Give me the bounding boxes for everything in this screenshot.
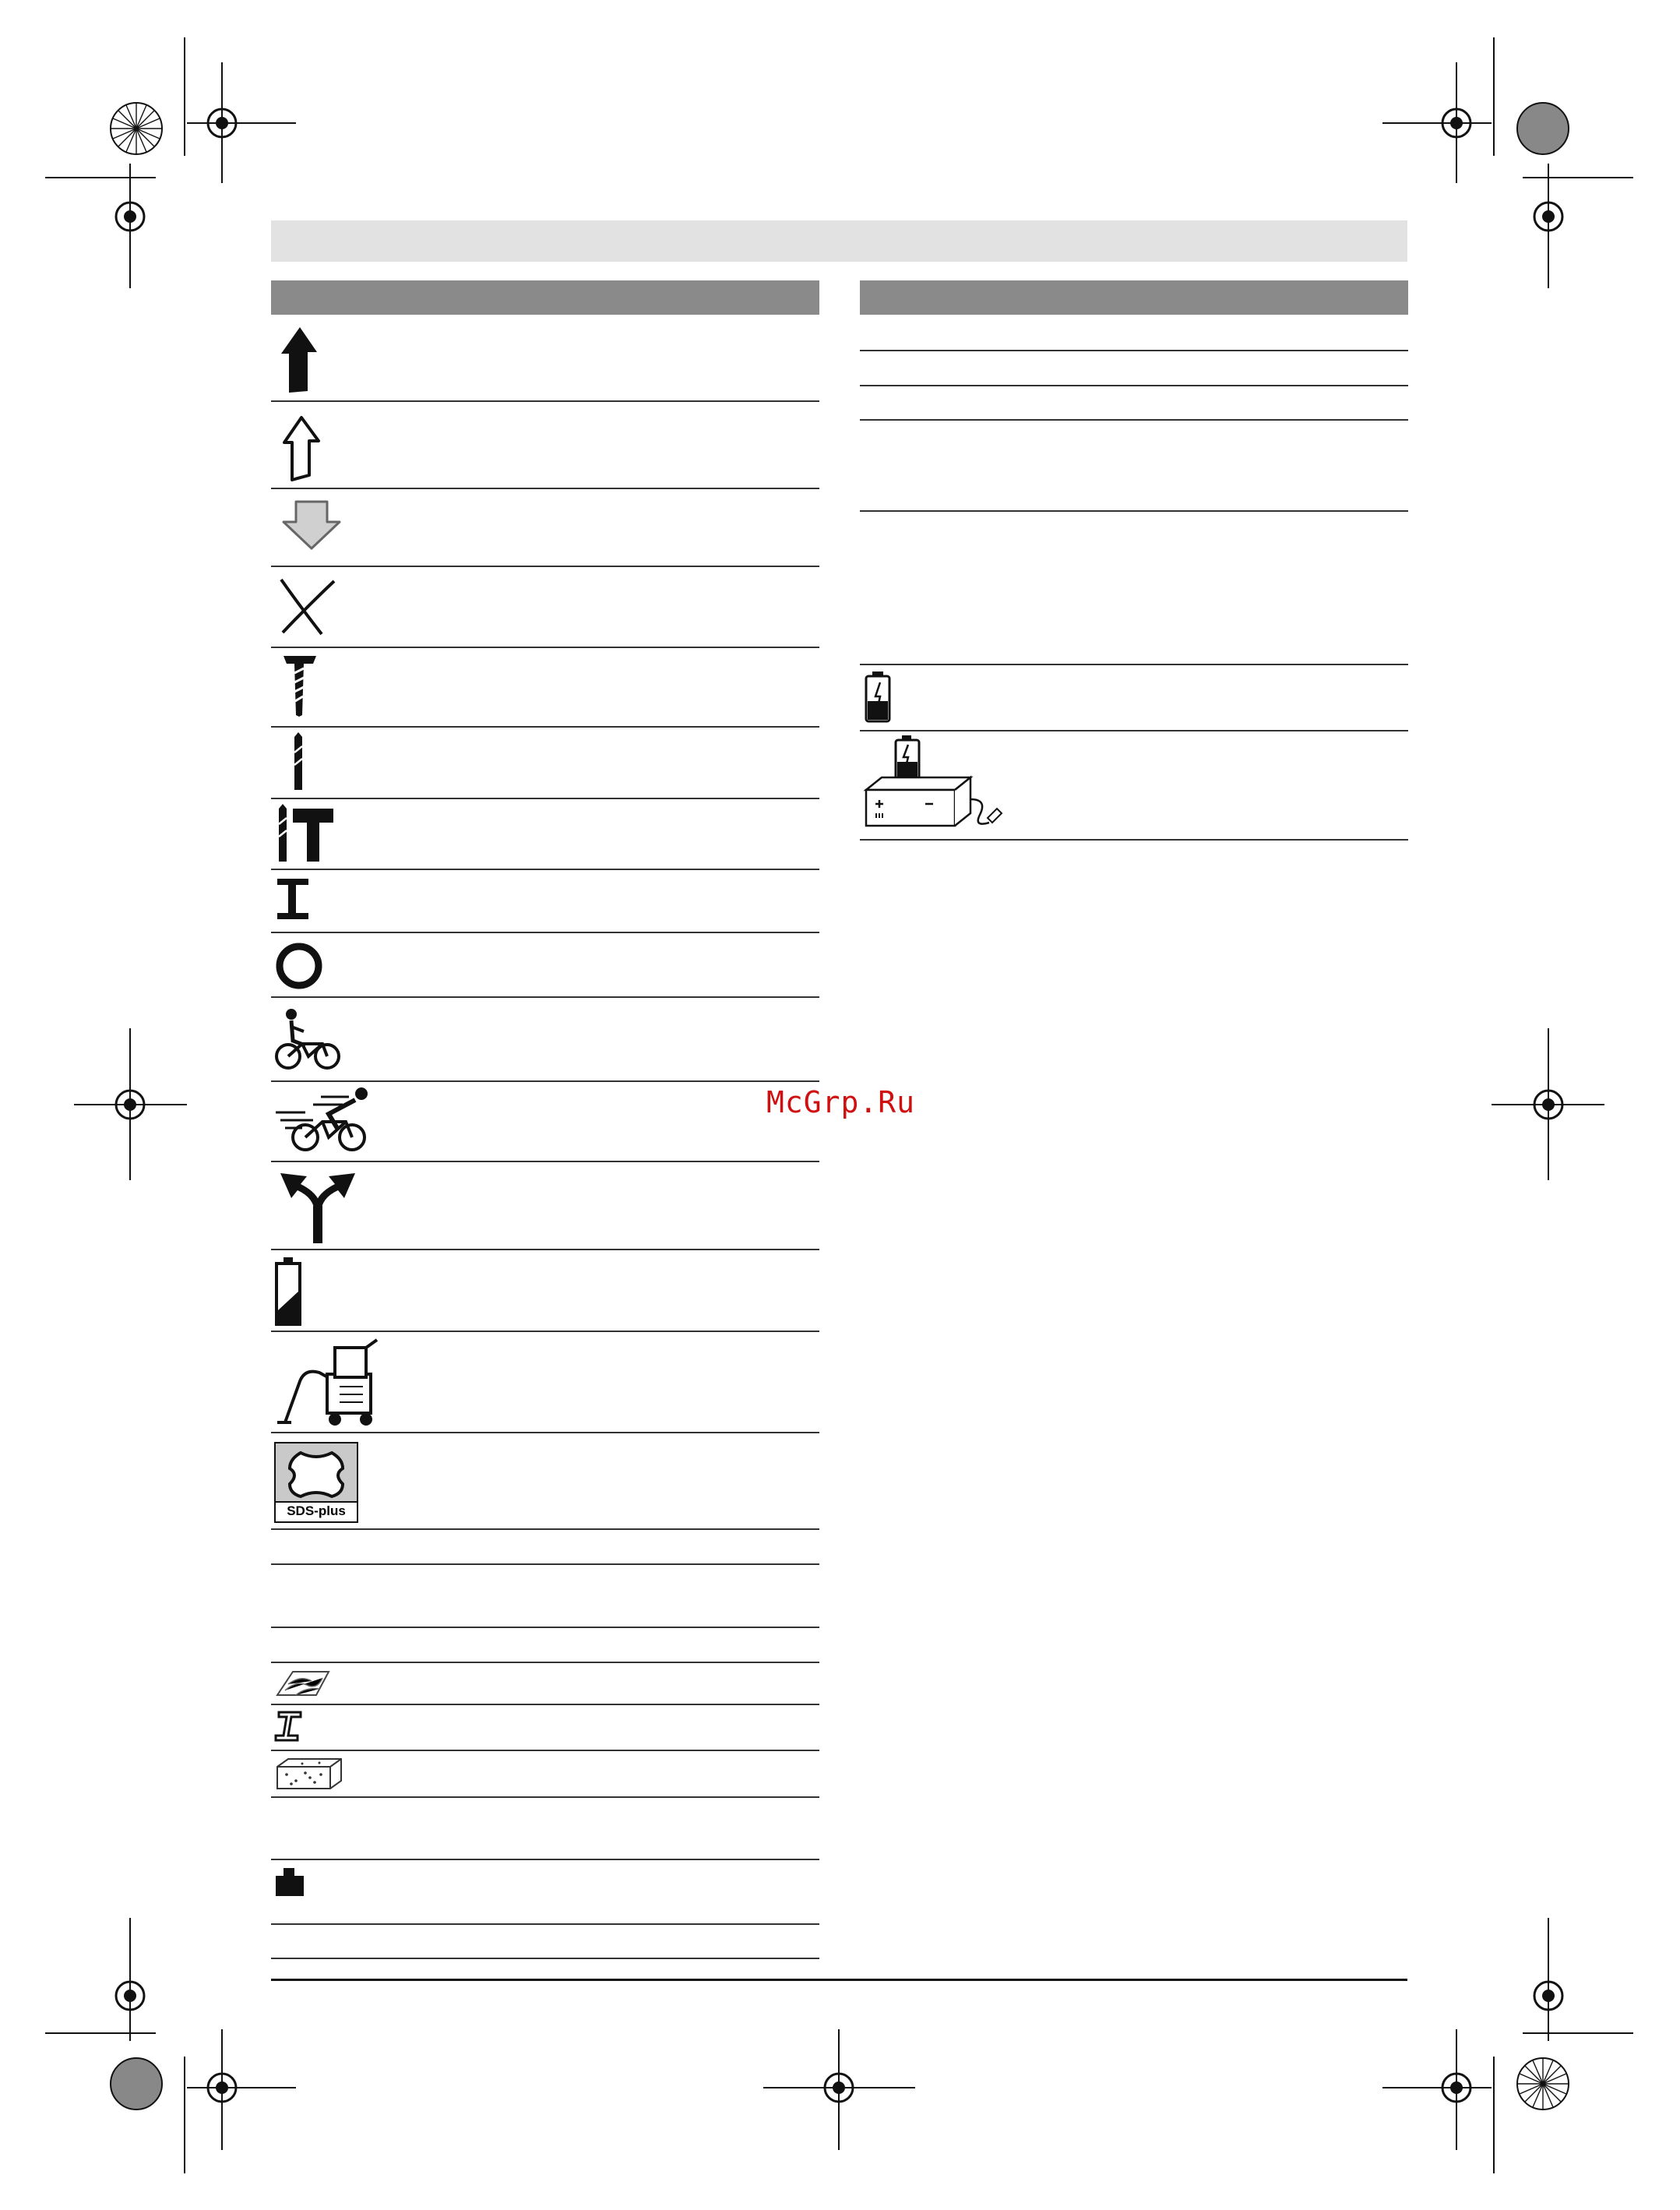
sds-plus-icon xyxy=(274,1442,358,1523)
charger-icon xyxy=(863,732,1003,834)
fork-arrow-icon xyxy=(274,1167,360,1245)
circle-icon xyxy=(274,941,324,991)
right-column-header xyxy=(860,280,1408,315)
sds-plus-label: SDS-plus xyxy=(276,1501,357,1521)
forward-arrow-filled-icon xyxy=(276,326,323,394)
metal-icon xyxy=(274,1709,308,1743)
bicycle-slow-icon xyxy=(274,1005,344,1072)
bicycle-fast-icon xyxy=(274,1086,375,1156)
hammer-drill-icon xyxy=(274,804,336,863)
watermark-text: McGrp.Ru xyxy=(766,1085,916,1119)
drill-bit-icon xyxy=(287,732,310,791)
concrete-icon xyxy=(274,1756,344,1792)
battery-low-icon xyxy=(274,1256,305,1327)
vacuum-cleaner-icon xyxy=(273,1337,382,1429)
down-arrow-icon xyxy=(280,499,343,552)
screw-icon xyxy=(282,654,318,718)
forward-arrow-outline-icon xyxy=(278,414,325,483)
battery-charge-icon xyxy=(863,670,894,724)
cross-icon xyxy=(276,575,339,637)
wood-icon xyxy=(274,1667,330,1700)
chisel-icon xyxy=(274,876,313,922)
left-column-header xyxy=(271,280,819,315)
page-footer-rule xyxy=(271,1979,1407,1981)
weight-icon xyxy=(274,1866,307,1899)
page-header-bar xyxy=(271,220,1407,262)
